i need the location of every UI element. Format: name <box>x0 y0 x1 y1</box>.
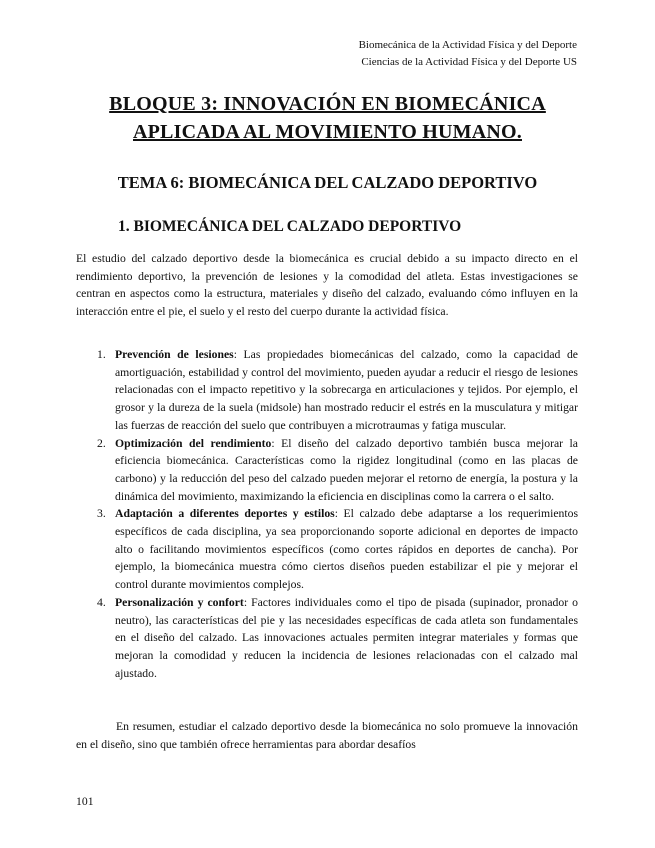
topic-title: TEMA 6: BIOMECÁNICA DEL CALZADO DEPORTIVO <box>117 173 538 192</box>
list-item <box>97 505 578 594</box>
section-heading: 1. BIOMECÁNICA DEL CALZADO DEPORTIVO <box>118 218 462 235</box>
running-header <box>359 37 577 71</box>
page-number: 101 <box>76 795 94 808</box>
block-title-line2: APLICADA AL MOVIMIENTO HUMANO. <box>133 121 522 143</box>
list-item-term: Personalización y confort <box>115 595 244 609</box>
list-item-text: : El diseño del calzado deportivo también busca mejorar la eficiencia biomecánica. Características como la rigidez longitudinal (como en las placas de carbono) y la reducción del peso del calzado pueden mejorar el retorno de energía, la postura y la dinámica del movimiento, maximizando la eficiencia en disciplinas como la carrera o el salto. <box>115 436 578 503</box>
list-item-term: Optimización del rendimiento <box>115 436 272 450</box>
block-title <box>60 90 595 146</box>
conclusion-paragraph: En resumen, estudiar el calzado deportivo desde la biomecánica no solo promueve la innovación en el diseño, sino que también ofrece herramientas para abordar desafíos <box>76 720 578 751</box>
list-item-number: 1. <box>97 348 106 361</box>
block-title-line1: BLOQUE 3: INNOVACIÓN EN BIOMECÁNICA <box>109 93 546 115</box>
list-item-text: : El calzado debe adaptarse a los requerimientos específicos de cada disciplina, ya sea proporcionando soporte adicional en deportes de impacto alto o facilitando movimientos específicos (como cortes rápidos en deportes de cancha). Por ejemplo, la biomecánica muestra cómo ciertos diseños pueden estabilizar el pie y mejorar el control durante movimientos complejos. <box>115 507 578 592</box>
list-item-number: 3. <box>97 507 106 521</box>
intro-paragraph: El estudio del calzado deportivo desde la biomecánica es crucial debido a su impacto directo en el rendimiento deportivo, la prevención de lesiones y la comodidad del atleta. Estas investigaciones se centran en aspectos como la estructura, materiales y diseño del calzado, evaluando cómo influyen en la interacción entre el pie, el suelo y el resto del cuerpo durante la actividad física. <box>76 252 578 319</box>
list-item-text: : Factores individuales como el tipo de pisada (supinador, pronador o neutro), las características del pie y las necesidades específicas de cada atleta son fundamentales en el diseño del calzado. Las innovaciones actuales permiten integrar materiales y formas que mejoran la comodidad y reducen la incidencia de lesiones relacionadas con el calzado mal ajustado. <box>115 595 579 680</box>
header-course: Biomecánica de la Actividad Física y del Deporte <box>358 39 577 51</box>
numbered-list <box>97 346 578 682</box>
list-item <box>97 435 578 506</box>
list-item-term: Adaptación a diferentes deportes y estilos <box>115 507 335 521</box>
header-degree: Ciencias de la Actividad Física y del Deporte US <box>361 56 577 68</box>
list-item <box>97 594 578 683</box>
list-item-term: Prevención de lesiones <box>115 348 234 361</box>
list-item-text: : Las propiedades biomecánicas del calzado, como la capacidad de amortiguación, estabilidad y control del movimiento, pueden ayudar a reducir el riesgo de lesiones relacionadas con el impacto repetitivo y la sobrecarga en articulaciones y tejidos. Por ejemplo, el grosor y la dureza de la suela (midsole) han mostrado reducir el estrés en la musculatura y mitigar las fuerzas de reacción del suelo que contribuyen a microtraumas y fatiga muscular. <box>115 348 578 432</box>
list-item <box>97 346 578 435</box>
list-item-number: 2. <box>97 436 106 450</box>
list-item-number: 4. <box>97 595 106 609</box>
